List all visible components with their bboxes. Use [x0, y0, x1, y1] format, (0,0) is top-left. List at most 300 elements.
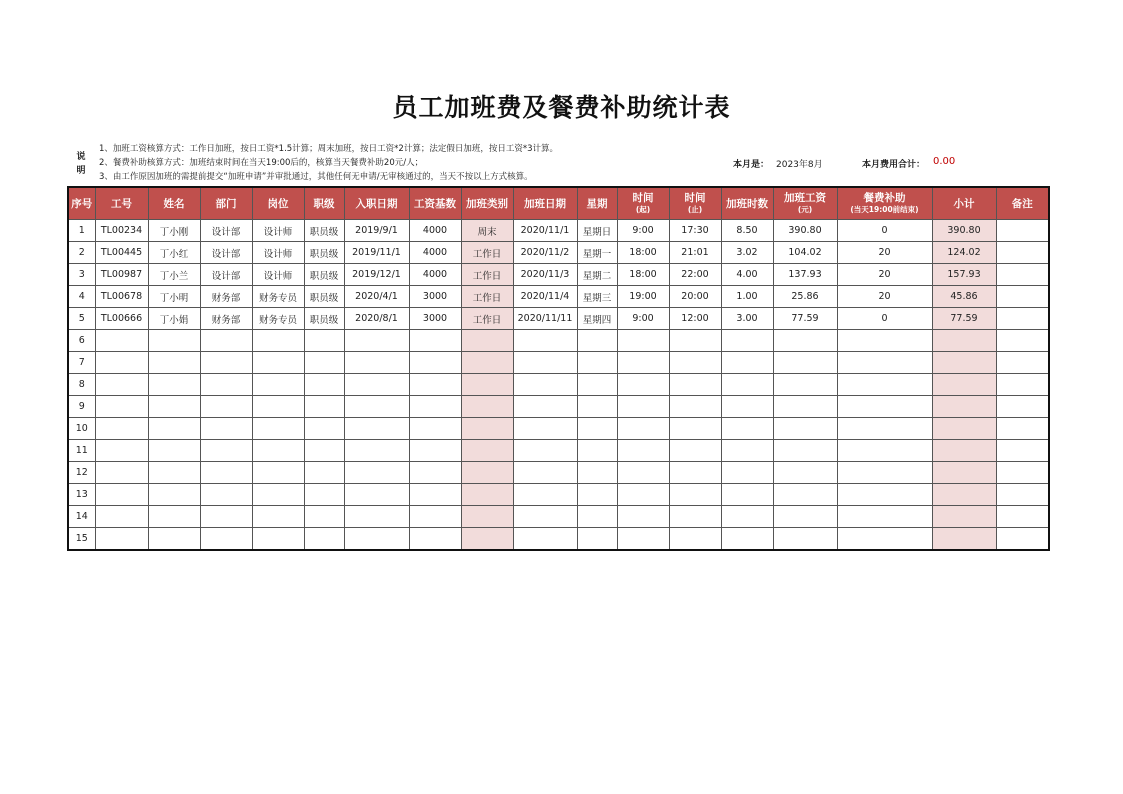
name-cell[interactable]	[148, 352, 200, 374]
overtime-date-cell[interactable]	[513, 506, 577, 528]
index-cell[interactable]: 12	[68, 462, 95, 484]
time-end-cell[interactable]: 17:30	[669, 220, 721, 242]
table-row	[68, 374, 1049, 396]
time-end-cell[interactable]	[669, 528, 721, 551]
overtime-hours-cell[interactable]	[721, 396, 773, 418]
table-row	[68, 528, 1049, 551]
remarks-cell[interactable]	[996, 462, 1049, 484]
weekday-cell[interactable]	[577, 440, 617, 462]
subtotal-cell[interactable]: 390.80	[932, 220, 996, 242]
weekday-cell[interactable]	[577, 528, 617, 551]
overtime-pay-cell[interactable]: 25.86	[773, 286, 837, 308]
base-salary-cell[interactable]	[409, 484, 461, 506]
base-salary-cell[interactable]	[409, 352, 461, 374]
col-hire-date-header-label: 入职日期	[355, 197, 398, 210]
overtime-pay-cell[interactable]	[773, 484, 837, 506]
total-label: 本月费用合计：	[862, 160, 926, 170]
name-cell[interactable]: 丁小红	[148, 242, 200, 264]
position-cell[interactable]	[252, 352, 304, 374]
weekday-cell[interactable]: 星期二	[577, 264, 617, 286]
overtime-type-cell[interactable]: 工作日	[461, 264, 513, 286]
page-title: 员工加班费及餐费补助统计表	[392, 93, 731, 122]
overtime-type-cell[interactable]	[461, 484, 513, 506]
index-cell[interactable]: 3	[68, 264, 95, 286]
position-cell[interactable]: 设计师	[252, 242, 304, 264]
index-cell[interactable]: 1	[68, 220, 95, 242]
level-cell[interactable]: 职员级	[304, 308, 344, 330]
overtime-hours-cell[interactable]	[721, 374, 773, 396]
overtime-type-cell[interactable]	[461, 352, 513, 374]
time-end-cell[interactable]	[669, 396, 721, 418]
overtime-date-cell[interactable]: 2020/11/3	[513, 264, 577, 286]
overtime-hours-cell[interactable]	[721, 330, 773, 352]
subtotal-cell[interactable]	[932, 462, 996, 484]
overtime-pay-cell[interactable]: 104.02	[773, 242, 837, 264]
meal-allowance-cell[interactable]	[837, 418, 932, 440]
remarks-cell[interactable]	[996, 528, 1049, 551]
level-cell[interactable]	[304, 418, 344, 440]
note-line-1: 1、加班工资核算方式：工作日加班，按日工资*1.5计算；周末加班，按日工资*2计算；法定假日加班，按日工资*3计算。	[99, 144, 558, 154]
hire-date-cell[interactable]	[344, 352, 409, 374]
overtime-hours-cell[interactable]	[721, 528, 773, 551]
department-cell[interactable]: 财务部	[200, 308, 252, 330]
overtime-type-cell[interactable]: 工作日	[461, 286, 513, 308]
base-salary-cell[interactable]	[409, 418, 461, 440]
header-row	[68, 187, 1049, 220]
remarks-cell[interactable]	[996, 374, 1049, 396]
department-cell[interactable]	[200, 396, 252, 418]
employee-id-cell[interactable]	[95, 374, 148, 396]
col-overtime-type-header-label: 加班类别	[466, 197, 508, 210]
remarks-cell[interactable]	[996, 242, 1049, 264]
employee-id-cell[interactable]	[95, 506, 148, 528]
overtime-date-cell[interactable]	[513, 330, 577, 352]
overtime-pay-cell[interactable]	[773, 506, 837, 528]
month-value[interactable]: 2023年8月	[776, 160, 823, 170]
overtime-pay-cell[interactable]	[773, 528, 837, 551]
position-cell[interactable]	[252, 396, 304, 418]
overtime-pay-cell[interactable]	[773, 374, 837, 396]
subtotal-cell[interactable]	[932, 528, 996, 551]
col-meal-allowance-header-label: 餐费补助	[863, 191, 906, 204]
level-cell[interactable]: 职员级	[304, 286, 344, 308]
overtime-hours-cell[interactable]: 3.02	[721, 242, 773, 264]
time-end-cell[interactable]: 21:01	[669, 242, 721, 264]
department-cell[interactable]: 设计部	[200, 264, 252, 286]
overtime-type-cell[interactable]	[461, 330, 513, 352]
employee-id-cell[interactable]	[95, 440, 148, 462]
overtime-type-cell[interactable]	[461, 506, 513, 528]
time-start-cell[interactable]	[617, 484, 669, 506]
position-cell[interactable]	[252, 528, 304, 551]
col-time-end-header-label: 时间	[684, 191, 706, 204]
department-cell[interactable]: 设计部	[200, 220, 252, 242]
time-start-cell[interactable]	[617, 462, 669, 484]
index-cell[interactable]: 13	[68, 484, 95, 506]
time-end-cell[interactable]	[669, 352, 721, 374]
overtime-date-cell[interactable]	[513, 462, 577, 484]
overtime-hours-cell[interactable]	[721, 440, 773, 462]
overtime-hours-cell[interactable]: 8.50	[721, 220, 773, 242]
col-weekday-header	[577, 187, 617, 220]
overtime-pay-cell[interactable]	[773, 440, 837, 462]
remarks-cell[interactable]	[996, 352, 1049, 374]
remarks-cell[interactable]	[996, 330, 1049, 352]
base-salary-cell[interactable]: 3000	[409, 286, 461, 308]
subtotal-cell[interactable]	[932, 440, 996, 462]
overtime-hours-cell[interactable]: 3.00	[721, 308, 773, 330]
remarks-cell[interactable]	[996, 440, 1049, 462]
subtotal-cell[interactable]	[932, 506, 996, 528]
overtime-pay-cell[interactable]	[773, 462, 837, 484]
time-start-cell[interactable]	[617, 528, 669, 551]
table-row	[68, 220, 1049, 242]
time-end-cell[interactable]: 12:00	[669, 308, 721, 330]
name-cell[interactable]	[148, 440, 200, 462]
time-start-cell[interactable]	[617, 396, 669, 418]
time-start-cell[interactable]: 19:00	[617, 286, 669, 308]
weekday-cell[interactable]	[577, 330, 617, 352]
position-cell[interactable]: 财务专员	[252, 308, 304, 330]
position-cell[interactable]	[252, 418, 304, 440]
position-cell[interactable]	[252, 462, 304, 484]
remarks-cell[interactable]	[996, 506, 1049, 528]
level-cell[interactable]	[304, 396, 344, 418]
meal-allowance-cell[interactable]	[837, 352, 932, 374]
meal-allowance-cell[interactable]	[837, 330, 932, 352]
overtime-type-cell[interactable]	[461, 374, 513, 396]
subtotal-cell[interactable]: 45.86	[932, 286, 996, 308]
col-time-end-header-sub: (止)	[687, 204, 703, 214]
employee-id-cell[interactable]: TL00666	[95, 308, 148, 330]
employee-id-cell[interactable]	[95, 352, 148, 374]
meal-allowance-cell[interactable]	[837, 462, 932, 484]
index-cell[interactable]: 4	[68, 286, 95, 308]
time-end-cell[interactable]	[669, 462, 721, 484]
name-cell[interactable]	[148, 396, 200, 418]
base-salary-cell[interactable]	[409, 462, 461, 484]
col-hire-date-header	[344, 187, 409, 220]
hire-date-cell[interactable]	[344, 330, 409, 352]
level-cell[interactable]	[304, 462, 344, 484]
index-cell[interactable]: 5	[68, 308, 95, 330]
name-cell[interactable]: 丁小刚	[148, 220, 200, 242]
position-cell[interactable]	[252, 506, 304, 528]
level-cell[interactable]	[304, 506, 344, 528]
subtotal-cell[interactable]	[932, 330, 996, 352]
overtime-date-cell[interactable]: 2020/11/1	[513, 220, 577, 242]
overtime-date-cell[interactable]: 2020/11/11	[513, 308, 577, 330]
time-end-cell[interactable]	[669, 374, 721, 396]
meal-allowance-cell[interactable]	[837, 396, 932, 418]
index-cell[interactable]: 15	[68, 528, 95, 551]
hire-date-cell[interactable]: 2020/4/1	[344, 286, 409, 308]
position-cell[interactable]	[252, 440, 304, 462]
index-cell[interactable]: 9	[68, 396, 95, 418]
level-cell[interactable]: 职员级	[304, 242, 344, 264]
position-cell[interactable]	[252, 330, 304, 352]
time-end-cell[interactable]	[669, 484, 721, 506]
subtotal-cell[interactable]	[932, 418, 996, 440]
overtime-date-cell[interactable]: 2020/11/4	[513, 286, 577, 308]
weekday-cell[interactable]	[577, 374, 617, 396]
overtime-pay-cell[interactable]: 137.93	[773, 264, 837, 286]
time-end-cell[interactable]	[669, 418, 721, 440]
weekday-cell[interactable]: 星期三	[577, 286, 617, 308]
time-end-cell[interactable]	[669, 330, 721, 352]
col-position-header	[252, 187, 304, 220]
weekday-cell[interactable]	[577, 396, 617, 418]
overtime-hours-cell[interactable]	[721, 418, 773, 440]
department-cell[interactable]	[200, 374, 252, 396]
remarks-cell[interactable]	[996, 308, 1049, 330]
time-start-cell[interactable]: 9:00	[617, 220, 669, 242]
subtotal-cell[interactable]	[932, 396, 996, 418]
employee-id-cell[interactable]	[95, 330, 148, 352]
overtime-date-cell[interactable]	[513, 374, 577, 396]
time-end-cell[interactable]	[669, 440, 721, 462]
department-cell[interactable]	[200, 506, 252, 528]
weekday-cell[interactable]	[577, 484, 617, 506]
overtime-pay-cell[interactable]: 77.59	[773, 308, 837, 330]
name-cell[interactable]	[148, 462, 200, 484]
overtime-date-cell[interactable]	[513, 440, 577, 462]
overtime-date-cell[interactable]	[513, 396, 577, 418]
weekday-cell[interactable]: 星期一	[577, 242, 617, 264]
name-cell[interactable]	[148, 374, 200, 396]
employee-id-cell[interactable]	[95, 484, 148, 506]
table-row	[68, 396, 1049, 418]
overtime-type-cell[interactable]	[461, 396, 513, 418]
subtotal-cell[interactable]: 157.93	[932, 264, 996, 286]
time-start-cell[interactable]	[617, 418, 669, 440]
base-salary-cell[interactable]	[409, 506, 461, 528]
name-cell[interactable]	[148, 506, 200, 528]
overtime-type-cell[interactable]	[461, 440, 513, 462]
level-cell[interactable]	[304, 440, 344, 462]
remarks-cell[interactable]	[996, 418, 1049, 440]
table-body	[68, 220, 1049, 551]
employee-id-cell[interactable]: TL00234	[95, 220, 148, 242]
department-cell[interactable]	[200, 462, 252, 484]
base-salary-cell[interactable]: 4000	[409, 242, 461, 264]
overtime-date-cell[interactable]	[513, 418, 577, 440]
position-cell[interactable]: 财务专员	[252, 286, 304, 308]
level-cell[interactable]: 职员级	[304, 264, 344, 286]
overtime-date-cell[interactable]	[513, 352, 577, 374]
subtotal-cell[interactable]	[932, 352, 996, 374]
col-subtotal-header-label: 小计	[953, 197, 975, 210]
level-cell[interactable]	[304, 330, 344, 352]
index-cell[interactable]: 10	[68, 418, 95, 440]
level-cell[interactable]	[304, 352, 344, 374]
overtime-type-cell[interactable]	[461, 528, 513, 551]
time-start-cell[interactable]	[617, 374, 669, 396]
index-cell[interactable]: 7	[68, 352, 95, 374]
overtime-date-cell[interactable]	[513, 528, 577, 551]
department-cell[interactable]	[200, 330, 252, 352]
subtotal-cell[interactable]	[932, 484, 996, 506]
base-salary-cell[interactable]	[409, 330, 461, 352]
subtotal-cell[interactable]	[932, 374, 996, 396]
name-cell[interactable]: 丁小明	[148, 286, 200, 308]
time-start-cell[interactable]: 18:00	[617, 242, 669, 264]
table-row	[68, 242, 1049, 264]
name-cell[interactable]: 丁小兰	[148, 264, 200, 286]
time-start-cell[interactable]	[617, 440, 669, 462]
overtime-type-cell[interactable]: 周末	[461, 220, 513, 242]
time-start-cell[interactable]: 18:00	[617, 264, 669, 286]
index-cell[interactable]: 6	[68, 330, 95, 352]
overtime-pay-cell[interactable]: 390.80	[773, 220, 837, 242]
position-cell[interactable]: 设计师	[252, 220, 304, 242]
department-cell[interactable]	[200, 418, 252, 440]
subtotal-cell[interactable]: 77.59	[932, 308, 996, 330]
overtime-hours-cell[interactable]: 4.00	[721, 264, 773, 286]
col-overtime-hours-header-label: 加班时数	[726, 197, 768, 210]
hire-date-cell[interactable]	[344, 374, 409, 396]
time-start-cell[interactable]	[617, 506, 669, 528]
table-row	[68, 308, 1049, 330]
time-start-cell[interactable]: 9:00	[617, 308, 669, 330]
overtime-pay-cell[interactable]	[773, 330, 837, 352]
level-cell[interactable]	[304, 484, 344, 506]
table-row	[68, 440, 1049, 462]
base-salary-cell[interactable]	[409, 396, 461, 418]
overtime-hours-cell[interactable]	[721, 352, 773, 374]
weekday-cell[interactable]	[577, 352, 617, 374]
employee-id-cell[interactable]: TL00678	[95, 286, 148, 308]
meal-allowance-cell[interactable]: 0	[837, 220, 932, 242]
hire-date-cell[interactable]: 2019/12/1	[344, 264, 409, 286]
department-cell[interactable]	[200, 484, 252, 506]
weekday-cell[interactable]: 星期四	[577, 308, 617, 330]
employee-id-cell[interactable]	[95, 528, 148, 551]
overtime-date-cell[interactable]	[513, 484, 577, 506]
position-cell[interactable]	[252, 484, 304, 506]
name-cell[interactable]	[148, 330, 200, 352]
overtime-pay-cell[interactable]	[773, 418, 837, 440]
employee-id-cell[interactable]	[95, 462, 148, 484]
remarks-cell[interactable]	[996, 264, 1049, 286]
remarks-cell[interactable]	[996, 286, 1049, 308]
overtime-pay-cell[interactable]	[773, 352, 837, 374]
overtime-type-cell[interactable]: 工作日	[461, 242, 513, 264]
name-cell[interactable]: 丁小娟	[148, 308, 200, 330]
level-cell[interactable]	[304, 374, 344, 396]
weekday-cell[interactable]	[577, 506, 617, 528]
hire-date-cell[interactable]: 2020/8/1	[344, 308, 409, 330]
overtime-hours-cell[interactable]	[721, 484, 773, 506]
overtime-type-cell[interactable]: 工作日	[461, 308, 513, 330]
table-row	[68, 484, 1049, 506]
department-cell[interactable]	[200, 352, 252, 374]
weekday-cell[interactable]	[577, 418, 617, 440]
employee-id-cell[interactable]	[95, 396, 148, 418]
remarks-cell[interactable]	[996, 396, 1049, 418]
time-end-cell[interactable]: 20:00	[669, 286, 721, 308]
meal-allowance-cell[interactable]	[837, 484, 932, 506]
level-cell[interactable]: 职员级	[304, 220, 344, 242]
table-row	[68, 506, 1049, 528]
base-salary-cell[interactable]	[409, 374, 461, 396]
col-employee-id-header	[95, 187, 148, 220]
hire-date-cell[interactable]: 2019/9/1	[344, 220, 409, 242]
col-time-end-header	[669, 187, 721, 220]
hire-date-cell[interactable]	[344, 528, 409, 551]
meal-allowance-cell[interactable]	[837, 528, 932, 551]
level-cell[interactable]	[304, 528, 344, 551]
index-cell[interactable]: 2	[68, 242, 95, 264]
meal-allowance-cell[interactable]	[837, 506, 932, 528]
overtime-hours-cell[interactable]: 1.00	[721, 286, 773, 308]
overtime-date-cell[interactable]: 2020/11/2	[513, 242, 577, 264]
notes-label: 说明	[76, 152, 86, 176]
meal-allowance-cell[interactable]	[837, 374, 932, 396]
employee-id-cell[interactable]	[95, 418, 148, 440]
name-cell[interactable]	[148, 484, 200, 506]
time-start-cell[interactable]	[617, 352, 669, 374]
time-end-cell[interactable]	[669, 506, 721, 528]
hire-date-cell[interactable]	[344, 396, 409, 418]
hire-date-cell[interactable]	[344, 462, 409, 484]
meal-allowance-cell[interactable]: 20	[837, 264, 932, 286]
hire-date-cell[interactable]	[344, 484, 409, 506]
employee-id-cell[interactable]: TL00987	[95, 264, 148, 286]
meal-allowance-cell[interactable]: 20	[837, 286, 932, 308]
index-cell[interactable]: 8	[68, 374, 95, 396]
base-salary-cell[interactable]	[409, 440, 461, 462]
hire-date-cell[interactable]	[344, 418, 409, 440]
hire-date-cell[interactable]	[344, 440, 409, 462]
remarks-cell[interactable]	[996, 220, 1049, 242]
time-start-cell[interactable]	[617, 330, 669, 352]
overtime-hours-cell[interactable]	[721, 462, 773, 484]
employee-id-cell[interactable]: TL00445	[95, 242, 148, 264]
name-cell[interactable]	[148, 418, 200, 440]
position-cell[interactable]: 设计师	[252, 264, 304, 286]
department-cell[interactable]: 设计部	[200, 242, 252, 264]
index-cell[interactable]: 11	[68, 440, 95, 462]
remarks-cell[interactable]	[996, 484, 1049, 506]
overtime-pay-cell[interactable]	[773, 396, 837, 418]
department-cell[interactable]	[200, 528, 252, 551]
overtime-type-cell[interactable]	[461, 462, 513, 484]
base-salary-cell[interactable]	[409, 528, 461, 551]
base-salary-cell[interactable]: 3000	[409, 308, 461, 330]
name-cell[interactable]	[148, 528, 200, 551]
overtime-type-cell[interactable]	[461, 418, 513, 440]
position-cell[interactable]	[252, 374, 304, 396]
overtime-hours-cell[interactable]	[721, 506, 773, 528]
meal-allowance-cell[interactable]: 0	[837, 308, 932, 330]
meal-allowance-cell[interactable]: 20	[837, 242, 932, 264]
hire-date-cell[interactable]	[344, 506, 409, 528]
subtotal-cell[interactable]: 124.02	[932, 242, 996, 264]
meal-allowance-cell[interactable]	[837, 440, 932, 462]
base-salary-cell[interactable]: 4000	[409, 220, 461, 242]
col-department-header	[200, 187, 252, 220]
hire-date-cell[interactable]: 2019/11/1	[344, 242, 409, 264]
weekday-cell[interactable]	[577, 462, 617, 484]
index-cell[interactable]: 14	[68, 506, 95, 528]
department-cell[interactable]: 财务部	[200, 286, 252, 308]
base-salary-cell[interactable]: 4000	[409, 264, 461, 286]
time-end-cell[interactable]: 22:00	[669, 264, 721, 286]
col-index-header-label: 序号	[71, 197, 93, 210]
weekday-cell[interactable]: 星期日	[577, 220, 617, 242]
department-cell[interactable]	[200, 440, 252, 462]
